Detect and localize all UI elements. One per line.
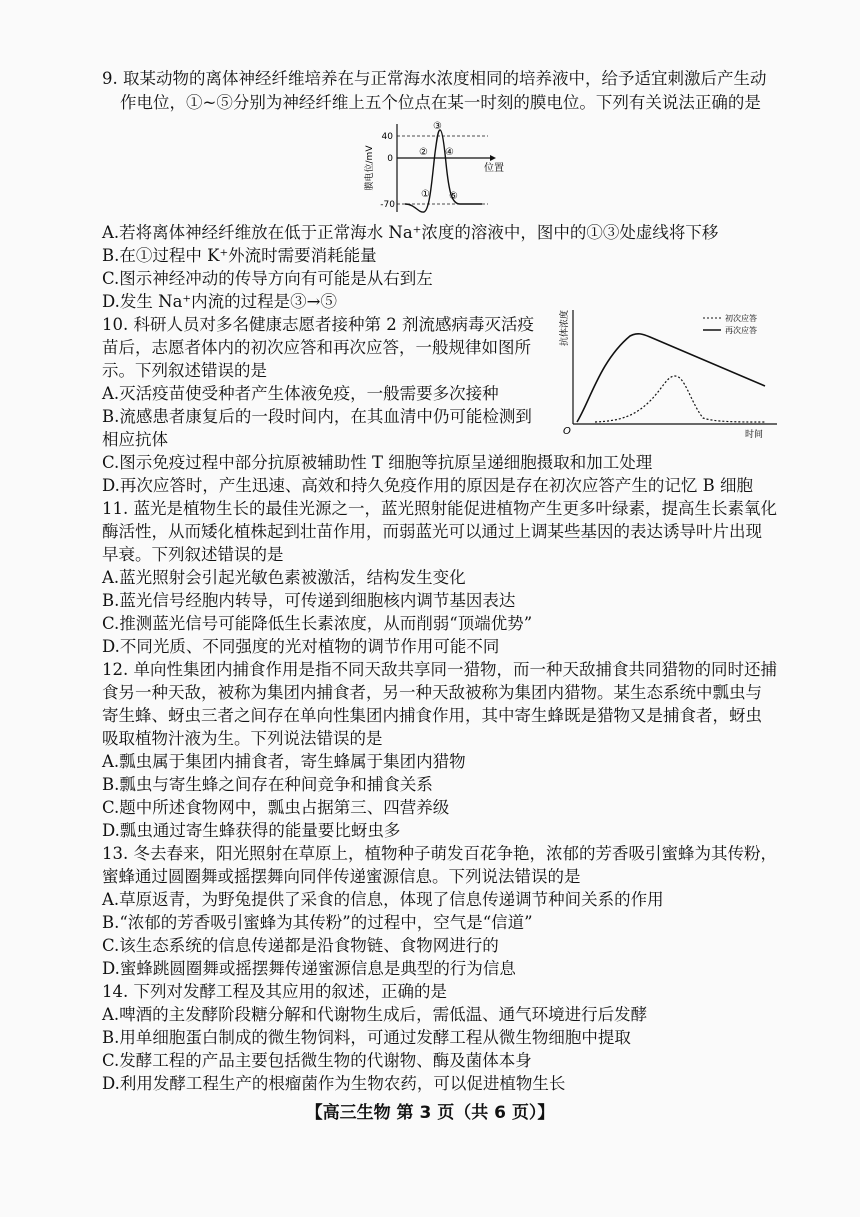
q10-option-a: A.灭活疫苗使受种者产生体液免疫，一般需要多次接种 — [102, 384, 499, 403]
q9-tick-40: 40 — [381, 132, 393, 142]
q9-ylabel: 膜电位/mV — [365, 145, 375, 191]
q12-stem-line1: 12. 单向性集团内捕食作用是指不同天敌共享同一猎物，而一种天敌捕食共同猎物的同时还捕 — [102, 660, 777, 679]
q13-stem-line2: 蜜蜂通过圆圈舞或摇摆舞向同伴传递蜜源信息。下列说法错误的是 — [102, 867, 581, 886]
q9-point-3: ③ — [433, 121, 442, 132]
q10-secondary-response-curve — [577, 334, 765, 422]
q12-option-c: C.题中所述食物网中，瓢虫占据第三、四营养级 — [102, 798, 450, 817]
legend-secondary-label: 再次应答 — [725, 326, 757, 335]
q10-option-b-line1: B.流感患者康复后的一段时间内，在其血清中仍可能检测到 — [102, 407, 532, 426]
q9-point-1: ① — [421, 189, 430, 200]
q13-stem-line1: 13. 冬去春来，阳光照射在草原上，植物种子萌发百花争艳，浓郁的芳香吸引蜜蜂为其传粉， — [102, 844, 777, 863]
q10-option-d: D.再次应答时，产生迅速、高效和持久免疫作用的原因是存在初次应答产生的记忆 B 细胞 — [102, 476, 754, 495]
q11-option-b: B.蓝光信号经胞内转导，可传递到细胞核内调节基因表达 — [102, 591, 516, 610]
q9-point-2: ② — [419, 147, 428, 158]
q9-action-potential-curve — [405, 130, 482, 212]
q13-option-c: C.该生态系统的信息传递都是沿食物链、食物网进行的 — [102, 936, 499, 955]
q9-tick-0: 0 — [387, 154, 393, 164]
q13-option-a: A.草原返青，为野兔提供了采食的信息，体现了信息传递调节种间关系的作用 — [102, 890, 664, 909]
q11-stem-line1: 11. 蓝光是植物生长的最佳光源之一，蓝光照射能促进植物产生更多叶绿素，提高生长素氧化 — [102, 499, 777, 518]
q11-option-c: C.推测蓝光信号可能降低生长素浓度，从而削弱“顶端优势” — [102, 614, 533, 633]
q12-stem-line2: 食另一种天敌，被称为集团内捕食者，另一种天敌被称为集团内猎物。某生态系统中瓢虫与 — [102, 683, 762, 702]
q10-primary-response-curve — [595, 376, 765, 422]
q12-option-d: D.瓢虫通过寄生蜂获得的能量要比蚜虫多 — [102, 821, 401, 840]
q14-option-b: B.用单细胞蛋白制成的微生物饲料，可通过发酵工程从微生物细胞中提取 — [102, 1028, 631, 1047]
q9-tick-minus70: -70 — [380, 200, 395, 210]
q11-stem-line2: 酶活性，从而矮化植株起到壮苗作用，而弱蓝光可以通过上调某些基因的表达诱导叶片出现 — [102, 522, 762, 541]
q14-option-d: D.利用发酵工程生产的根瘤菌作为生物农药，可以促进植物生长 — [102, 1074, 566, 1093]
q12-stem-line3: 寄生蜂、蚜虫三者之间存在单向性集团内捕食作用，其中寄生蜂既是猎物又是捕食者，蚜虫 — [102, 706, 762, 725]
q9-option-d: D.发生 Na⁺内流的过程是③→⑤ — [102, 292, 337, 311]
q10-option-c: C.图示免疫过程中部分抗原被辅助性 T 细胞等抗原呈递细胞摄取和加工处理 — [102, 453, 653, 472]
q9-option-b: B.在①过程中 K⁺外流时需要消耗能量 — [102, 246, 377, 265]
q10-option-b-line2: 相应抗体 — [102, 430, 168, 449]
q9-point-5: ⑤ — [449, 191, 458, 202]
q11-option-d: D.不同光质、不同强度的光对植物的调节作用可能不同 — [102, 637, 500, 656]
q14-stem: 14. 下列对发酵工程及其应用的叙述，正确的是 — [102, 982, 447, 1001]
q10-xlabel: 时间 — [745, 430, 764, 440]
q9-xlabel: 位置 — [484, 163, 504, 174]
q13-option-b: B.“浓郁的芳香吸引蜜蜂为其传粉”的过程中，空气是“信道” — [102, 913, 533, 932]
q11-option-a: A.蓝光照射会引起光敏色素被激活，结构发生变化 — [102, 568, 466, 587]
q10-stem-line2: 苗后，志愿者体内的初次应答和再次应答，一般规律如图所 — [102, 338, 531, 357]
q14-option-c: C.发酵工程的产品主要包括微生物的代谢物、酶及菌体本身 — [102, 1051, 532, 1070]
q9-option-a: A.若将离体神经纤维放在低于正常海水 Na⁺浓度的溶液中，图中的①③处虚线将下移 — [102, 223, 719, 242]
q10-stem-line1: 10. 科研人员对多名健康志愿者接种第 2 剂流感病毒灭活疫 — [102, 315, 534, 334]
q12-stem-line4: 吸取植物汁液为生。下列说法错误的是 — [102, 729, 383, 748]
q9-option-c: C.图示神经冲动的传导方向有可能是从右到左 — [102, 269, 433, 288]
page-footer: 【高三生物 第 3 页（共 6 页）】 — [305, 1103, 555, 1123]
q12-option-a: A.瓢虫属于集团内捕食者，寄生蜂属于集团内猎物 — [102, 752, 466, 771]
q12-option-b: B.瓢虫与寄生蜂之间存在种间竞争和捕食关系 — [102, 775, 433, 794]
q13-option-d: D.蜜蜂跳圆圈舞或摇摆舞传递蜜源信息是典型的行为信息 — [102, 959, 516, 978]
legend-primary-label: 初次应答 — [725, 314, 757, 323]
q14-option-a: A.啤酒的主发酵阶段糖分解和代谢物生成后，需低温、通气环境进行后发酵 — [102, 1005, 648, 1024]
q10-stem-line3: 示。下列叙述错误的是 — [102, 361, 267, 380]
q9-stem-line2: 作电位，①~⑤分别为神经纤维上五个位点在某一时刻的膜电位。下列有关说法正确的是 — [120, 93, 761, 112]
q10-ylabel: 抗体浓度 — [560, 309, 570, 347]
q10-origin: O — [563, 426, 571, 437]
q11-stem-line3: 早衰。下列叙述错误的是 — [102, 545, 284, 564]
antibody-response-chart — [555, 306, 785, 440]
q9-stem-line1: 9. 取某动物的离体神经纤维培养在与正常海水浓度相同的培养液中，给予适宜刺激后产生动 — [102, 69, 767, 88]
membrane-potential-figure — [360, 118, 520, 216]
q9-point-4: ④ — [445, 147, 454, 158]
